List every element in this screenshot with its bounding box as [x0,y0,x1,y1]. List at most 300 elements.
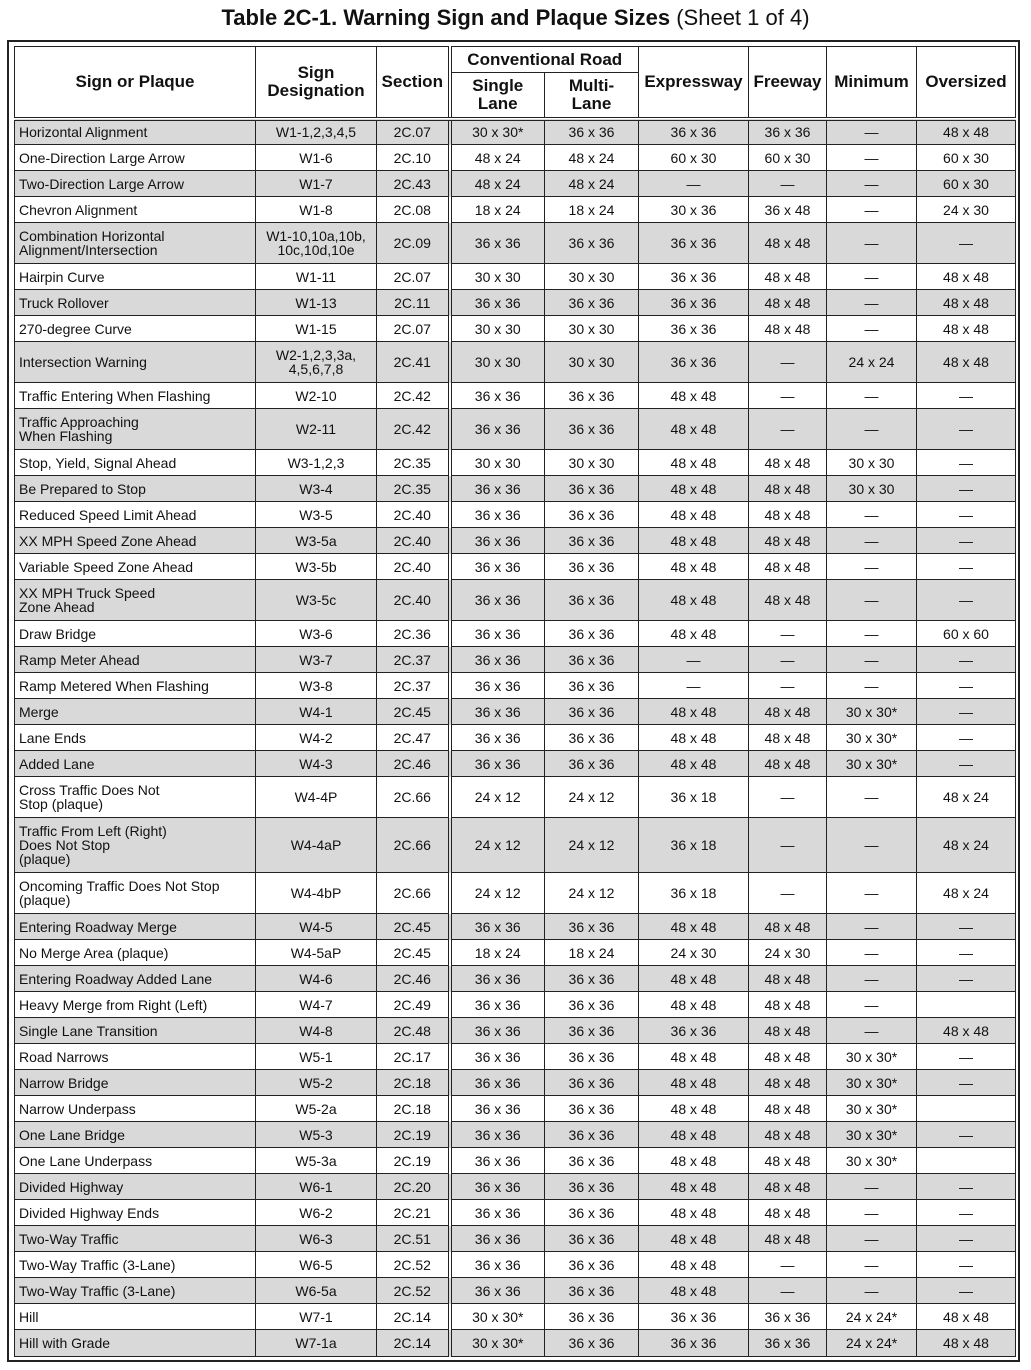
designation-cell: W6-1 [256,1174,377,1200]
expressway-cell: 48 x 48 [639,1252,749,1278]
freeway-cell: 48 x 48 [749,1148,827,1174]
table-row [15,1278,1016,1304]
sign-name-cell: Ramp Meter Ahead [15,647,256,673]
freeway-cell: 48 x 48 [749,1226,827,1252]
oversized-cell: — [917,383,1016,409]
expressway-cell: 36 x 36 [639,1330,749,1357]
freeway-cell: 48 x 48 [749,316,827,342]
expressway-cell: 30 x 36 [639,197,749,223]
freeway-cell: 36 x 36 [749,1330,827,1357]
freeway-cell: 48 x 48 [749,580,827,621]
oversized-cell: — [917,914,1016,940]
minimum-cell: 30 x 30 [827,476,917,502]
oversized-cell: 48 x 48 [917,1330,1016,1357]
section-cell: 2C.66 [377,818,450,873]
header-minimum: Minimum [827,47,917,119]
table-row [15,409,1016,450]
sign-name-cell: Hairpin Curve [15,264,256,290]
expressway-cell: 48 x 48 [639,502,749,528]
section-cell: 2C.37 [377,673,450,699]
sign-name-cell: Reduced Speed Limit Ahead [15,502,256,528]
single-lane-cell: 36 x 36 [450,647,545,673]
single-lane-cell: 36 x 36 [450,383,545,409]
multi-lane-cell: 36 x 36 [545,699,639,725]
multi-lane-cell: 36 x 36 [545,554,639,580]
expressway-cell: 48 x 48 [639,751,749,777]
freeway-cell: 36 x 36 [749,119,827,145]
section-cell: 2C.42 [377,383,450,409]
minimum-cell: — [827,409,917,450]
multi-lane-cell: 36 x 36 [545,119,639,145]
table-row [15,145,1016,171]
oversized-cell: — [917,580,1016,621]
section-cell: 2C.40 [377,502,450,528]
single-lane-cell: 36 x 36 [450,502,545,528]
designation-cell: W3-8 [256,673,377,699]
multi-lane-cell: 36 x 36 [545,1018,639,1044]
sign-name-cell: XX MPH Truck Speed Zone Ahead [15,580,256,621]
designation-cell: W1-7 [256,171,377,197]
table-row [15,1330,1016,1357]
single-lane-cell: 36 x 36 [450,1278,545,1304]
oversized-cell: — [917,1070,1016,1096]
freeway-cell: — [749,621,827,647]
designation-cell: W4-5 [256,914,377,940]
sign-name-cell: Divided Highway [15,1174,256,1200]
single-lane-cell: 30 x 30 [450,316,545,342]
multi-lane-cell: 36 x 36 [545,580,639,621]
oversized-cell: 60 x 30 [917,145,1016,171]
sign-name-cell: Oncoming Traffic Does Not Stop (plaque) [15,873,256,914]
sign-name-cell: Truck Rollover [15,290,256,316]
table-row [15,554,1016,580]
minimum-cell: — [827,1278,917,1304]
minimum-cell: — [827,290,917,316]
minimum-cell: — [827,1226,917,1252]
oversized-cell: 48 x 24 [917,818,1016,873]
multi-lane-cell: 36 x 36 [545,1252,639,1278]
designation-cell: W1-1,2,3,4,5 [256,119,377,145]
sign-name-cell: Two-Way Traffic [15,1226,256,1252]
designation-cell: W3-5c [256,580,377,621]
section-cell: 2C.66 [377,873,450,914]
expressway-cell: 48 x 48 [639,528,749,554]
single-lane-cell: 36 x 36 [450,290,545,316]
freeway-cell: — [749,171,827,197]
minimum-cell: — [827,777,917,818]
freeway-cell: — [749,777,827,818]
section-cell: 2C.47 [377,725,450,751]
sign-name-cell: One Lane Bridge [15,1122,256,1148]
sign-name-cell: Be Prepared to Stop [15,476,256,502]
section-cell: 2C.43 [377,171,450,197]
freeway-cell: — [749,383,827,409]
table-row [15,1148,1016,1174]
single-lane-cell: 24 x 12 [450,777,545,818]
expressway-cell: 48 x 48 [639,1148,749,1174]
table-row [15,725,1016,751]
table-row [15,966,1016,992]
designation-cell: W6-5a [256,1278,377,1304]
multi-lane-cell: 36 x 36 [545,1226,639,1252]
freeway-cell: 48 x 48 [749,914,827,940]
page-title [0,4,1031,32]
oversized-cell: 48 x 24 [917,777,1016,818]
section-cell: 2C.42 [377,409,450,450]
freeway-cell: 36 x 48 [749,197,827,223]
sign-name-cell: Traffic Entering When Flashing [15,383,256,409]
table-row [15,476,1016,502]
minimum-cell: 24 x 24* [827,1304,917,1330]
freeway-cell: 48 x 48 [749,223,827,264]
table-row [15,673,1016,699]
designation-cell: W4-4aP [256,818,377,873]
expressway-cell: 36 x 36 [639,316,749,342]
expressway-cell: 24 x 30 [639,940,749,966]
single-lane-cell: 24 x 12 [450,873,545,914]
minimum-cell: — [827,966,917,992]
sign-name-cell: No Merge Area (plaque) [15,940,256,966]
sign-name-cell: Lane Ends [15,725,256,751]
designation-cell: W4-6 [256,966,377,992]
minimum-cell: — [827,580,917,621]
expressway-cell: — [639,647,749,673]
minimum-cell: 30 x 30* [827,1122,917,1148]
section-cell: 2C.17 [377,1044,450,1070]
oversized-cell: — [917,673,1016,699]
sign-name-cell: Merge [15,699,256,725]
single-lane-cell: 36 x 36 [450,476,545,502]
oversized-cell: 48 x 48 [917,119,1016,145]
minimum-cell: — [827,264,917,290]
oversized-cell [917,1096,1016,1122]
freeway-cell: 48 x 48 [749,476,827,502]
single-lane-cell: 36 x 36 [450,1226,545,1252]
oversized-cell: 48 x 48 [917,290,1016,316]
minimum-cell: — [827,873,917,914]
freeway-cell: 48 x 48 [749,554,827,580]
minimum-cell: — [827,1252,917,1278]
table-row [15,992,1016,1018]
section-cell: 2C.21 [377,1200,450,1226]
section-cell: 2C.20 [377,1174,450,1200]
multi-lane-cell: 36 x 36 [545,725,639,751]
sign-name-cell: Ramp Metered When Flashing [15,673,256,699]
multi-lane-cell: 36 x 36 [545,223,639,264]
multi-lane-cell: 36 x 36 [545,1070,639,1096]
section-cell: 2C.09 [377,223,450,264]
table-row [15,316,1016,342]
oversized-cell [917,992,1016,1018]
table-row [15,1252,1016,1278]
oversized-cell: 48 x 48 [917,342,1016,383]
single-lane-cell: 30 x 30* [450,119,545,145]
single-lane-cell: 36 x 36 [450,223,545,264]
freeway-cell: 48 x 48 [749,992,827,1018]
multi-lane-cell: 24 x 12 [545,777,639,818]
single-lane-cell: 36 x 36 [450,1174,545,1200]
expressway-cell: 48 x 48 [639,1096,749,1122]
section-cell: 2C.36 [377,621,450,647]
single-lane-cell: 36 x 36 [450,1200,545,1226]
oversized-cell: 60 x 60 [917,621,1016,647]
expressway-cell: — [639,673,749,699]
single-lane-cell: 30 x 30* [450,1304,545,1330]
minimum-cell: — [827,940,917,966]
sign-name-cell: Entering Roadway Merge [15,914,256,940]
table-row [15,1122,1016,1148]
section-cell: 2C.08 [377,197,450,223]
designation-cell: W7-1 [256,1304,377,1330]
section-cell: 2C.35 [377,476,450,502]
sign-name-cell: 270-degree Curve [15,316,256,342]
table-row [15,818,1016,873]
oversized-cell: 48 x 24 [917,873,1016,914]
oversized-cell: — [917,409,1016,450]
designation-cell: W4-7 [256,992,377,1018]
freeway-cell: 48 x 48 [749,1018,827,1044]
section-cell: 2C.66 [377,777,450,818]
minimum-cell: — [827,673,917,699]
multi-lane-cell: 48 x 24 [545,145,639,171]
multi-lane-cell: 18 x 24 [545,197,639,223]
section-cell: 2C.48 [377,1018,450,1044]
header-conventional-road: Conventional Road [450,47,639,73]
minimum-cell: — [827,197,917,223]
header-sign-designation: Sign Designation [256,47,377,119]
sign-name-cell: Stop, Yield, Signal Ahead [15,450,256,476]
section-cell: 2C.07 [377,119,450,145]
table-row [15,1044,1016,1070]
freeway-cell: 48 x 48 [749,502,827,528]
freeway-cell: — [749,647,827,673]
section-cell: 2C.14 [377,1330,450,1357]
section-cell: 2C.18 [377,1096,450,1122]
expressway-cell: 36 x 36 [639,1018,749,1044]
single-lane-cell: 36 x 36 [450,621,545,647]
oversized-cell: — [917,1226,1016,1252]
freeway-cell: 48 x 48 [749,1200,827,1226]
expressway-cell: 60 x 30 [639,145,749,171]
sign-name-cell: Divided Highway Ends [15,1200,256,1226]
single-lane-cell: 36 x 36 [450,1148,545,1174]
sign-name-cell: Draw Bridge [15,621,256,647]
sign-name-cell: Intersection Warning [15,342,256,383]
single-lane-cell: 36 x 36 [450,673,545,699]
designation-cell: W1-6 [256,145,377,171]
sign-name-cell: Road Narrows [15,1044,256,1070]
designation-cell: W3-5b [256,554,377,580]
warning-sign-size-table [14,46,1016,1357]
multi-lane-cell: 36 x 36 [545,1330,639,1357]
expressway-cell: 36 x 36 [639,290,749,316]
multi-lane-cell: 36 x 36 [545,1122,639,1148]
sign-name-cell: XX MPH Speed Zone Ahead [15,528,256,554]
designation-cell: W5-3a [256,1148,377,1174]
multi-lane-cell: 36 x 36 [545,647,639,673]
table-row [15,1096,1016,1122]
minimum-cell: — [827,647,917,673]
multi-lane-cell: 36 x 36 [545,1174,639,1200]
minimum-cell: — [827,528,917,554]
single-lane-cell: 36 x 36 [450,1096,545,1122]
designation-cell: W1-11 [256,264,377,290]
minimum-cell: — [827,1018,917,1044]
freeway-cell: — [749,818,827,873]
designation-cell: W1-10,10a,10b, 10c,10d,10e [256,223,377,264]
freeway-cell: 48 x 48 [749,966,827,992]
multi-lane-cell: 36 x 36 [545,1200,639,1226]
multi-lane-cell: 36 x 36 [545,1044,639,1070]
sign-name-cell: Cross Traffic Does Not Stop (plaque) [15,777,256,818]
minimum-cell: 30 x 30* [827,1044,917,1070]
minimum-cell: — [827,119,917,145]
multi-lane-cell: 36 x 36 [545,1096,639,1122]
section-cell: 2C.40 [377,554,450,580]
table-row [15,342,1016,383]
oversized-cell: 48 x 48 [917,316,1016,342]
section-cell: 2C.46 [377,966,450,992]
expressway-cell: 48 x 48 [639,1070,749,1096]
table-row [15,290,1016,316]
minimum-cell: 30 x 30 [827,450,917,476]
table-row [15,873,1016,914]
oversized-cell: 48 x 48 [917,1304,1016,1330]
single-lane-cell: 36 x 36 [450,992,545,1018]
freeway-cell: 48 x 48 [749,1174,827,1200]
minimum-cell: 30 x 30* [827,751,917,777]
designation-cell: W3-4 [256,476,377,502]
freeway-cell: — [749,1252,827,1278]
single-lane-cell: 36 x 36 [450,1252,545,1278]
minimum-cell: — [827,1200,917,1226]
oversized-cell: — [917,502,1016,528]
single-lane-cell: 18 x 24 [450,197,545,223]
multi-lane-cell: 24 x 12 [545,818,639,873]
designation-cell: W6-3 [256,1226,377,1252]
section-cell: 2C.07 [377,264,450,290]
sign-name-cell: Entering Roadway Added Lane [15,966,256,992]
expressway-cell: 48 x 48 [639,476,749,502]
designation-cell: W2-10 [256,383,377,409]
multi-lane-cell: 30 x 30 [545,316,639,342]
freeway-cell: 48 x 48 [749,725,827,751]
freeway-cell: 60 x 30 [749,145,827,171]
freeway-cell: — [749,873,827,914]
single-lane-cell: 36 x 36 [450,914,545,940]
sign-name-cell: Chevron Alignment [15,197,256,223]
expressway-cell: 48 x 48 [639,914,749,940]
minimum-cell: 30 x 30* [827,699,917,725]
oversized-cell: — [917,647,1016,673]
single-lane-cell: 36 x 36 [450,409,545,450]
table-row [15,119,1016,145]
designation-cell: W3-6 [256,621,377,647]
table-row [15,197,1016,223]
freeway-cell: 48 x 48 [749,290,827,316]
oversized-cell: — [917,699,1016,725]
table-row [15,580,1016,621]
table-row [15,940,1016,966]
minimum-cell: — [827,145,917,171]
oversized-cell: — [917,751,1016,777]
freeway-cell: 24 x 30 [749,940,827,966]
multi-lane-cell: 18 x 24 [545,940,639,966]
oversized-cell: — [917,1174,1016,1200]
minimum-cell: 24 x 24* [827,1330,917,1357]
section-cell: 2C.37 [377,647,450,673]
table-row [15,450,1016,476]
table-row [15,223,1016,264]
sign-name-cell: Added Lane [15,751,256,777]
expressway-cell: 48 x 48 [639,966,749,992]
designation-cell: W7-1a [256,1330,377,1357]
sign-name-cell: Two-Direction Large Arrow [15,171,256,197]
oversized-cell: — [917,940,1016,966]
oversized-cell: — [917,1044,1016,1070]
expressway-cell: 48 x 48 [639,383,749,409]
single-lane-cell: 36 x 36 [450,966,545,992]
single-lane-cell: 48 x 24 [450,171,545,197]
sign-name-cell: Narrow Bridge [15,1070,256,1096]
designation-cell: W4-1 [256,699,377,725]
sign-name-cell: Traffic From Left (Right) Does Not Stop (plaque) [15,818,256,873]
sign-name-cell: One-Direction Large Arrow [15,145,256,171]
expressway-cell: 48 x 48 [639,1122,749,1148]
designation-cell: W4-4P [256,777,377,818]
multi-lane-cell: 36 x 36 [545,409,639,450]
designation-cell: W3-5 [256,502,377,528]
expressway-cell: 36 x 36 [639,223,749,264]
minimum-cell: 24 x 24 [827,342,917,383]
freeway-cell: — [749,1278,827,1304]
sign-name-cell: Horizontal Alignment [15,119,256,145]
oversized-cell: — [917,725,1016,751]
multi-lane-cell: 36 x 36 [545,1304,639,1330]
multi-lane-cell: 30 x 30 [545,264,639,290]
table-row [15,264,1016,290]
header-expressway: Expressway [639,47,749,119]
oversized-cell: — [917,528,1016,554]
single-lane-cell: 24 x 12 [450,818,545,873]
header-oversized: Oversized [917,47,1016,119]
designation-cell: W5-1 [256,1044,377,1070]
expressway-cell: 48 x 48 [639,699,749,725]
minimum-cell: — [827,1174,917,1200]
section-cell: 2C.45 [377,940,450,966]
title-sheet: (Sheet 1 of 4) [670,5,810,30]
freeway-cell: — [749,673,827,699]
freeway-cell: 48 x 48 [749,699,827,725]
minimum-cell: 30 x 30* [827,725,917,751]
sign-name-cell: Hill [15,1304,256,1330]
section-cell: 2C.35 [377,450,450,476]
section-cell: 2C.40 [377,528,450,554]
oversized-cell: — [917,1122,1016,1148]
multi-lane-cell: 36 x 36 [545,751,639,777]
single-lane-cell: 36 x 36 [450,528,545,554]
table-row [15,502,1016,528]
oversized-cell: 24 x 30 [917,197,1016,223]
designation-cell: W5-2a [256,1096,377,1122]
expressway-cell: 36 x 36 [639,342,749,383]
minimum-cell: — [827,316,917,342]
table-row [15,1174,1016,1200]
oversized-cell: 60 x 30 [917,171,1016,197]
single-lane-cell: 36 x 36 [450,580,545,621]
expressway-cell: 48 x 48 [639,1174,749,1200]
minimum-cell: — [827,383,917,409]
